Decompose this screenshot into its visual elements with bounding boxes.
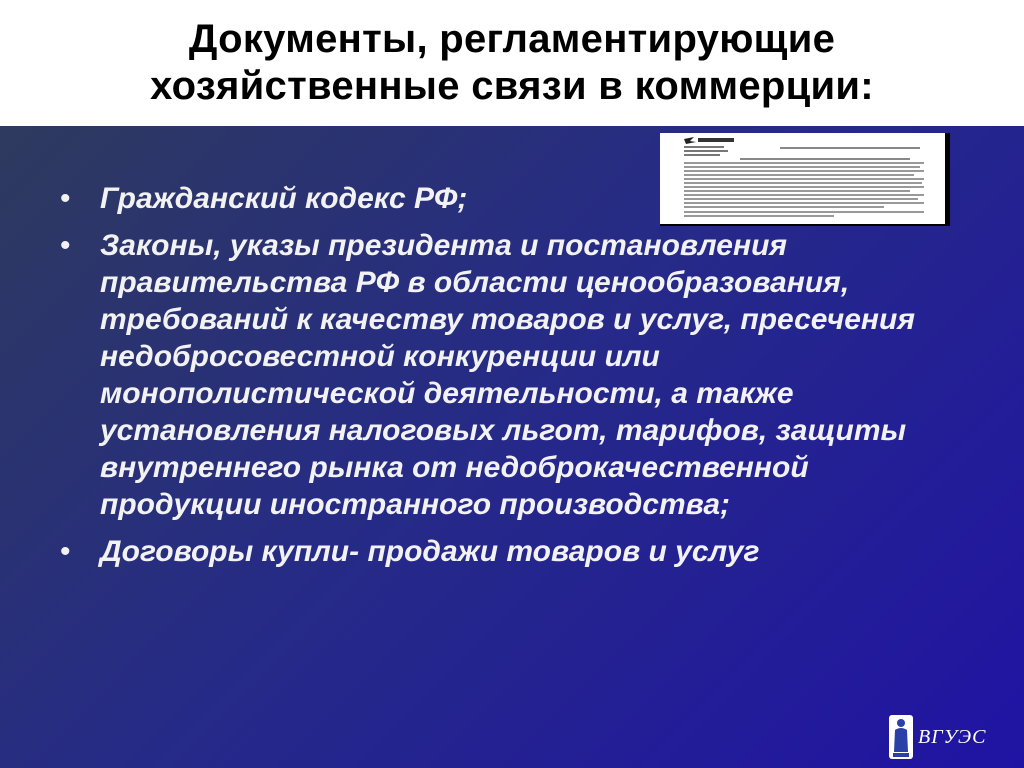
slide-title-line-1: Документы, регламентирующие	[188, 17, 836, 61]
bullet-text: Договоры купли- продажи товаров и услуг	[100, 535, 760, 568]
bullet-item	[60, 180, 960, 217]
statue-emblem-icon	[888, 714, 914, 760]
university-logo	[888, 714, 998, 760]
bullet-list	[60, 180, 960, 580]
bullet-marker: •	[60, 229, 71, 262]
logo-text: ВГУЭС	[918, 726, 987, 748]
slide-title	[150, 16, 874, 110]
bullet-text: Законы, указы президента и постановления правительства РФ в области ценообразования, требований к качеству товаров и услуг, пресечения недобросовестной конкуренции или монополистической деятельности, а также установления налоговых льгот, тарифов, защиты внутреннего рынка от недоброкачественной продукции иностранного производства;	[100, 229, 916, 521]
title-band	[0, 0, 1024, 126]
bullet-text: Гражданский кодекс РФ;	[100, 182, 468, 215]
bullet-item	[60, 227, 960, 523]
slide-title-line-2: хозяйственные связи в коммерции:	[150, 64, 874, 108]
bullet-marker: •	[60, 182, 71, 215]
slide-content	[0, 126, 1024, 768]
bullet-marker: •	[60, 535, 71, 568]
bullet-item	[60, 533, 960, 570]
